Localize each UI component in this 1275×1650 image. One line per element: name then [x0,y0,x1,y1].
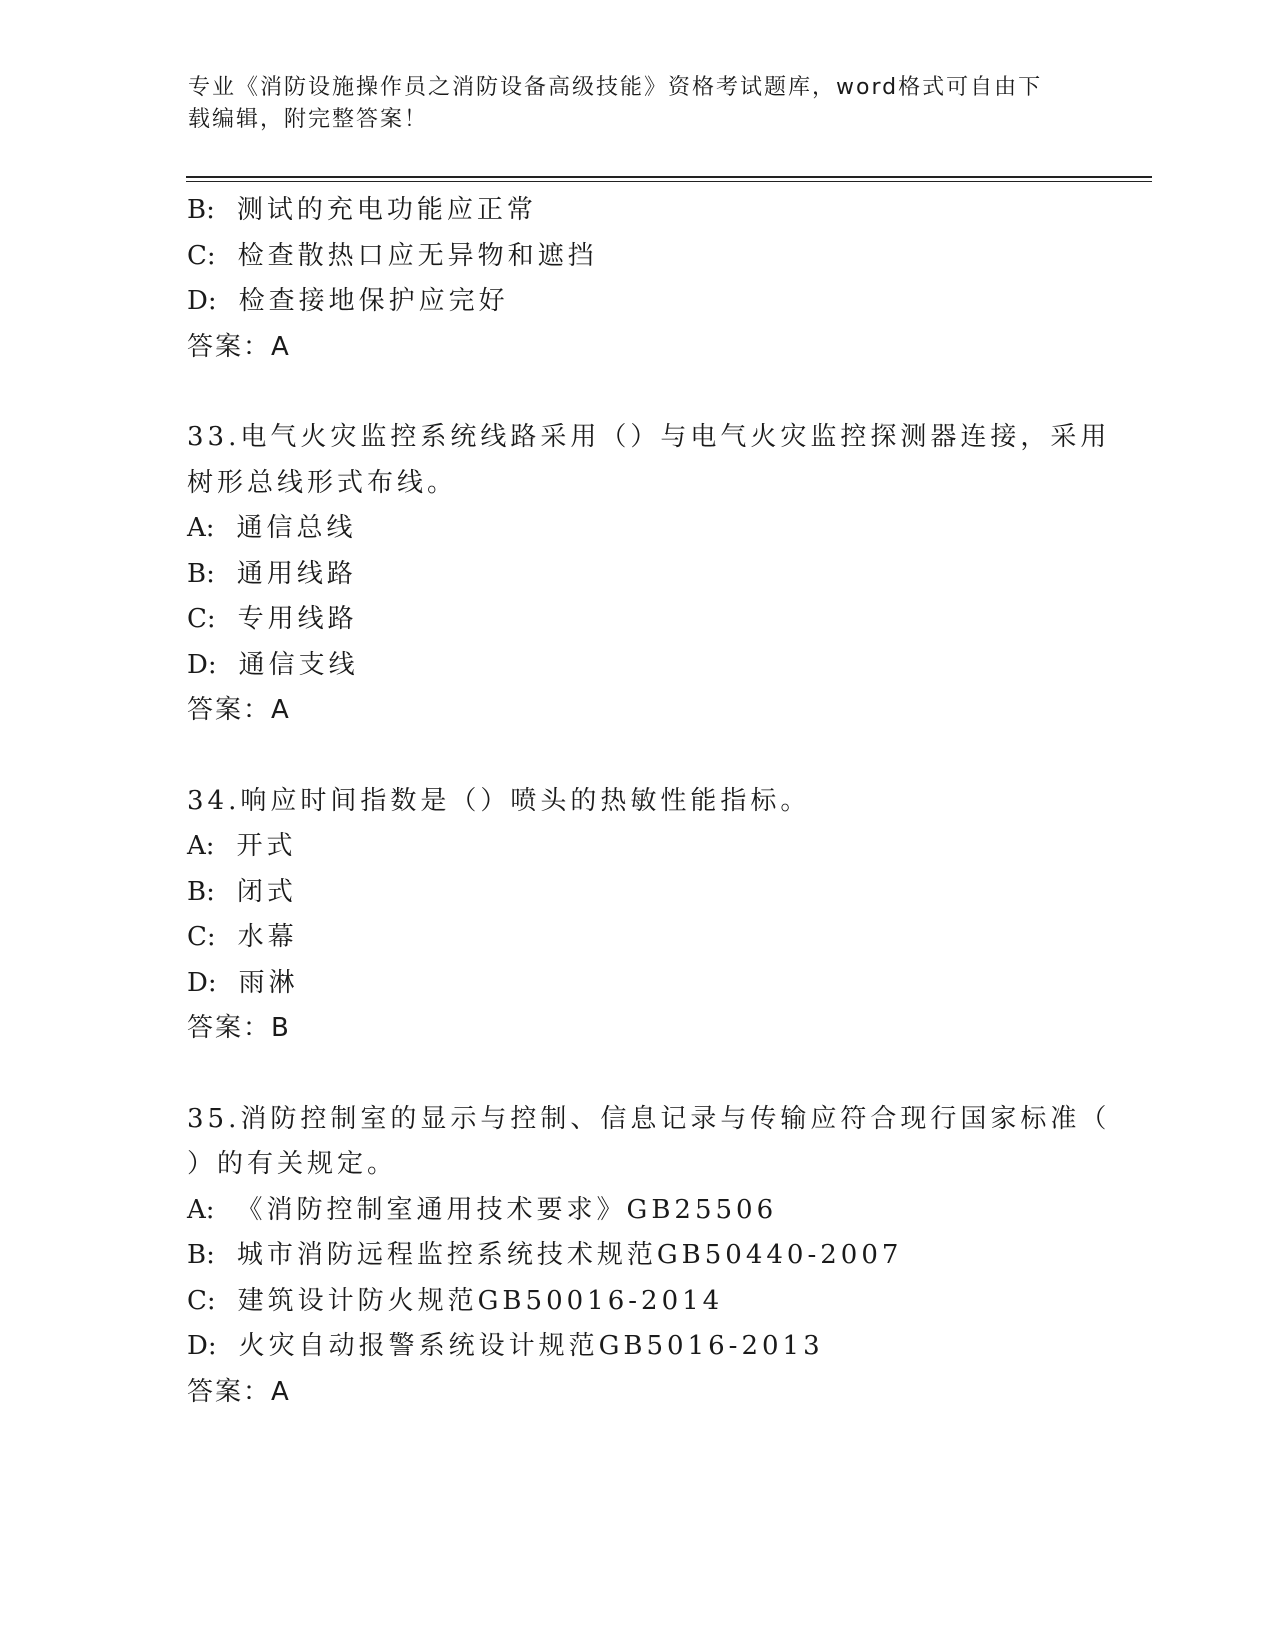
answer: 答案：A [187,695,291,725]
answer: 答案：A [187,331,291,362]
option-c: C: 检查散热口应无异物和遮挡 [187,240,598,271]
option-c: C: 水幕 [187,922,298,952]
option-b: B: 通用线路 [187,558,357,589]
option-a: A: 通信总线 [187,513,357,543]
option-b: B: 城市消防远程监控系统技术规范GB50440-2007 [187,1240,903,1270]
option-b: B: 闭式 [187,876,297,907]
option-b: B: 测试的充电功能应正常 [187,195,537,225]
option-d: D: 检查接地保护应完好 [187,286,509,316]
question-stem: 35.消防控制室的显示与控制、信息记录与传输应符合现行国家标准（ [187,1103,1111,1134]
question-stem: 34.响应时间指数是（）喷头的热敏性能指标。 [187,785,811,816]
answer: 答案：B [187,1013,291,1043]
header-line-1: 专业《消防设施操作员之消防设备高级技能》资格考试题库，word格式可自由下 [188,75,1043,100]
question-33 [187,415,1111,734]
header-line-2: 载编辑，附完整答案！ [188,107,429,132]
answer: 答案：A [187,1376,291,1407]
option-d: D: 通信支线 [187,649,359,680]
question-stem: 33.电气火灾监控系统线路采用（）与电气火灾监控探测器连接，采用 [187,422,1111,452]
question-stem: ）的有关规定。 [187,1149,398,1179]
option-d: D: 火灾自动报警系统设计规范GB5016-2013 [187,1331,824,1361]
document-header [188,72,1068,136]
option-a: A: 《消防控制室通用技术要求》GB25506 [187,1194,778,1225]
header-divider-thin [186,181,1152,182]
question-stem: 树形总线形式布线。 [187,467,458,498]
question-list [187,188,1111,1415]
option-d: D: 雨淋 [187,967,299,998]
option-c: C: 专用线路 [187,604,358,634]
option-a: A: 开式 [187,831,297,861]
option-c: C: 建筑设计防火规范GB50016-2014 [187,1285,724,1316]
header-divider-thick [186,176,1152,178]
question-32-continuation [187,188,1087,370]
question-35 [187,1097,1111,1416]
question-34 [187,779,1087,1052]
